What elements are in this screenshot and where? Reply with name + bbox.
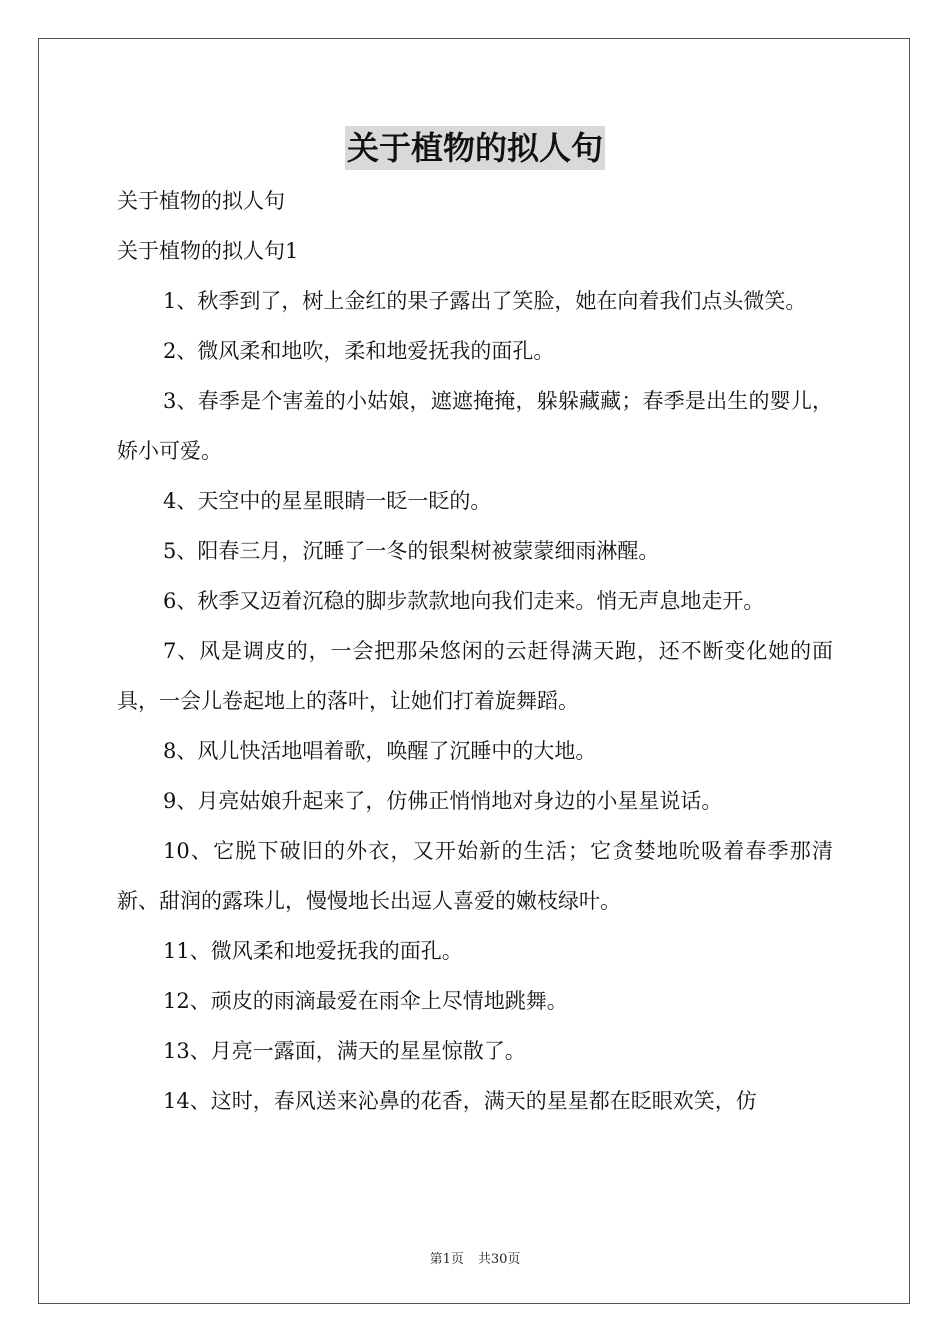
- document-title: 关于植物的拟人句: [345, 126, 605, 170]
- title-wrap: [0, 126, 950, 170]
- paragraph: 关于植物的拟人句1: [117, 239, 299, 263]
- page-footer: [0, 1248, 950, 1267]
- paragraph: 3、春季是个害羞的小姑娘，遮遮掩掩，躲躲藏藏；春季是出生的婴儿，娇小可爱。: [117, 389, 833, 463]
- page-number: 第1页: [429, 1252, 464, 1267]
- paragraph: 10、它脱下破旧的外衣，又开始新的生活；它贪婪地吮吸着春季那清新、甜润的露珠儿，慢慢地长出逗人喜爱的嫩枝绿叶。: [117, 839, 833, 913]
- document-body: [117, 176, 833, 1126]
- paragraph: 1、秋季到了，树上金红的果子露出了笑脸，她在向着我们点头微笑。: [163, 289, 807, 313]
- paragraph: 关于植物的拟人句: [117, 189, 285, 213]
- paragraph: 8、风儿快活地唱着歌，唤醒了沉睡中的大地。: [163, 739, 597, 763]
- page-total: 共30页: [477, 1252, 521, 1267]
- paragraph: 2、微风柔和地吹，柔和地爱抚我的面孔。: [163, 339, 555, 363]
- paragraph: 5、阳春三月，沉睡了一冬的银梨树被蒙蒙细雨淋醒。: [163, 539, 660, 563]
- paragraph: 7、风是调皮的，一会把那朵悠闲的云赶得满天跑，还不断变化她的面具，一会儿卷起地上的落叶，让她们打着旋舞蹈。: [117, 639, 833, 713]
- paragraph: 9、月亮姑娘升起来了，仿佛正悄悄地对身边的小星星说话。: [163, 789, 723, 813]
- paragraph: 4、天空中的星星眼睛一眨一眨的。: [163, 489, 492, 513]
- paragraph: 12、顽皮的雨滴最爱在雨伞上尽情地跳舞。: [163, 989, 568, 1013]
- paragraph: 14、这时，春风送来沁鼻的花香，满天的星星都在眨眼欢笑，仿: [163, 1089, 757, 1113]
- paragraph: 6、秋季又迈着沉稳的脚步款款地向我们走来。悄无声息地走开。: [163, 589, 765, 613]
- paragraph: 11、微风柔和地爱抚我的面孔。: [163, 939, 463, 963]
- paragraph: 13、月亮一露面，满天的星星惊散了。: [163, 1039, 526, 1063]
